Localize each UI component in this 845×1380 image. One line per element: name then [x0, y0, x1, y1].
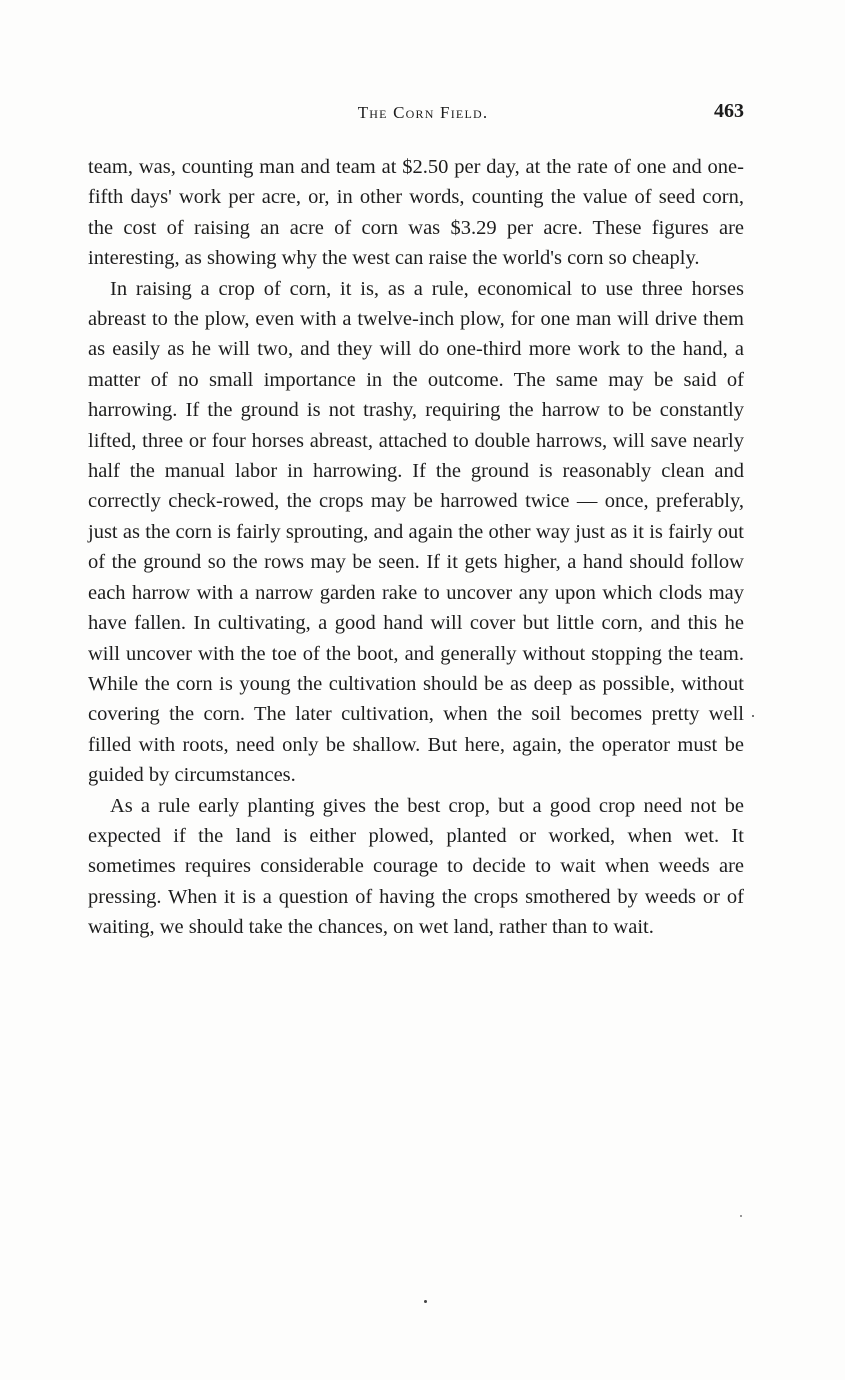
paragraph-2: In raising a crop of corn, it is, as a rule, economical to use three horses abreast to the plow, even with a twelve-inch plow, for one man will drive them as easily as he will two, and they will do one-third more work to the hand, a matter of no small importance in the outcome. The same may be said of harrowing. If the ground is not trashy, requiring the harrow to be constantly lifted, three or four horses abreast, attached to double harrows, will save nearly half the manual labor in harrowing. If the ground is reasonably clean and correctly check-rowed, the crops may be harrowed twice — once, preferably, just as the corn is fairly sprouting, and again the other way just as it is fairly out of the ground so the rows may be seen. If it gets higher, a hand should follow each harrow with a narrow garden rake to uncover any upon which clods may have fallen. In cultivating, a good hand will cover but little corn, and this he will uncover with the toe of the boot, and generally without stopping the team. While the corn is young the cultivation should be as deep as possible, without covering the corn. The later cultivation, when the soil becomes pretty well filled with roots, need only be shallow. But here, again, the operator must be guided by circumstances.	[88, 277, 744, 787]
print-speck	[424, 1300, 427, 1303]
paragraph-3: As a rule early planting gives the best crop, but a good crop need not be expected if the land is either plowed, planted or worked, when wet. It sometimes requires considerable courage to decide to wait when weeds are pressing. When it is a question of having the crops smothered by weeds or of waiting, we should take the chances, on wet land, rather than to wait.	[88, 794, 744, 939]
page-number: 463	[714, 100, 744, 122]
print-speck	[752, 715, 754, 717]
running-head	[88, 100, 748, 130]
body-text	[88, 152, 744, 943]
chapter-title: The Corn Field.	[357, 103, 489, 122]
paragraph-1: team, was, counting man and team at $2.50 per day, at the rate of one and one-fifth days' work per acre, or, in other words, counting the value of seed corn, the cost of raising an acre of corn was $3.29 per acre. These figures are interesting, as showing why the west can raise the world's corn so cheaply.	[88, 156, 744, 270]
print-speck	[740, 1215, 742, 1217]
